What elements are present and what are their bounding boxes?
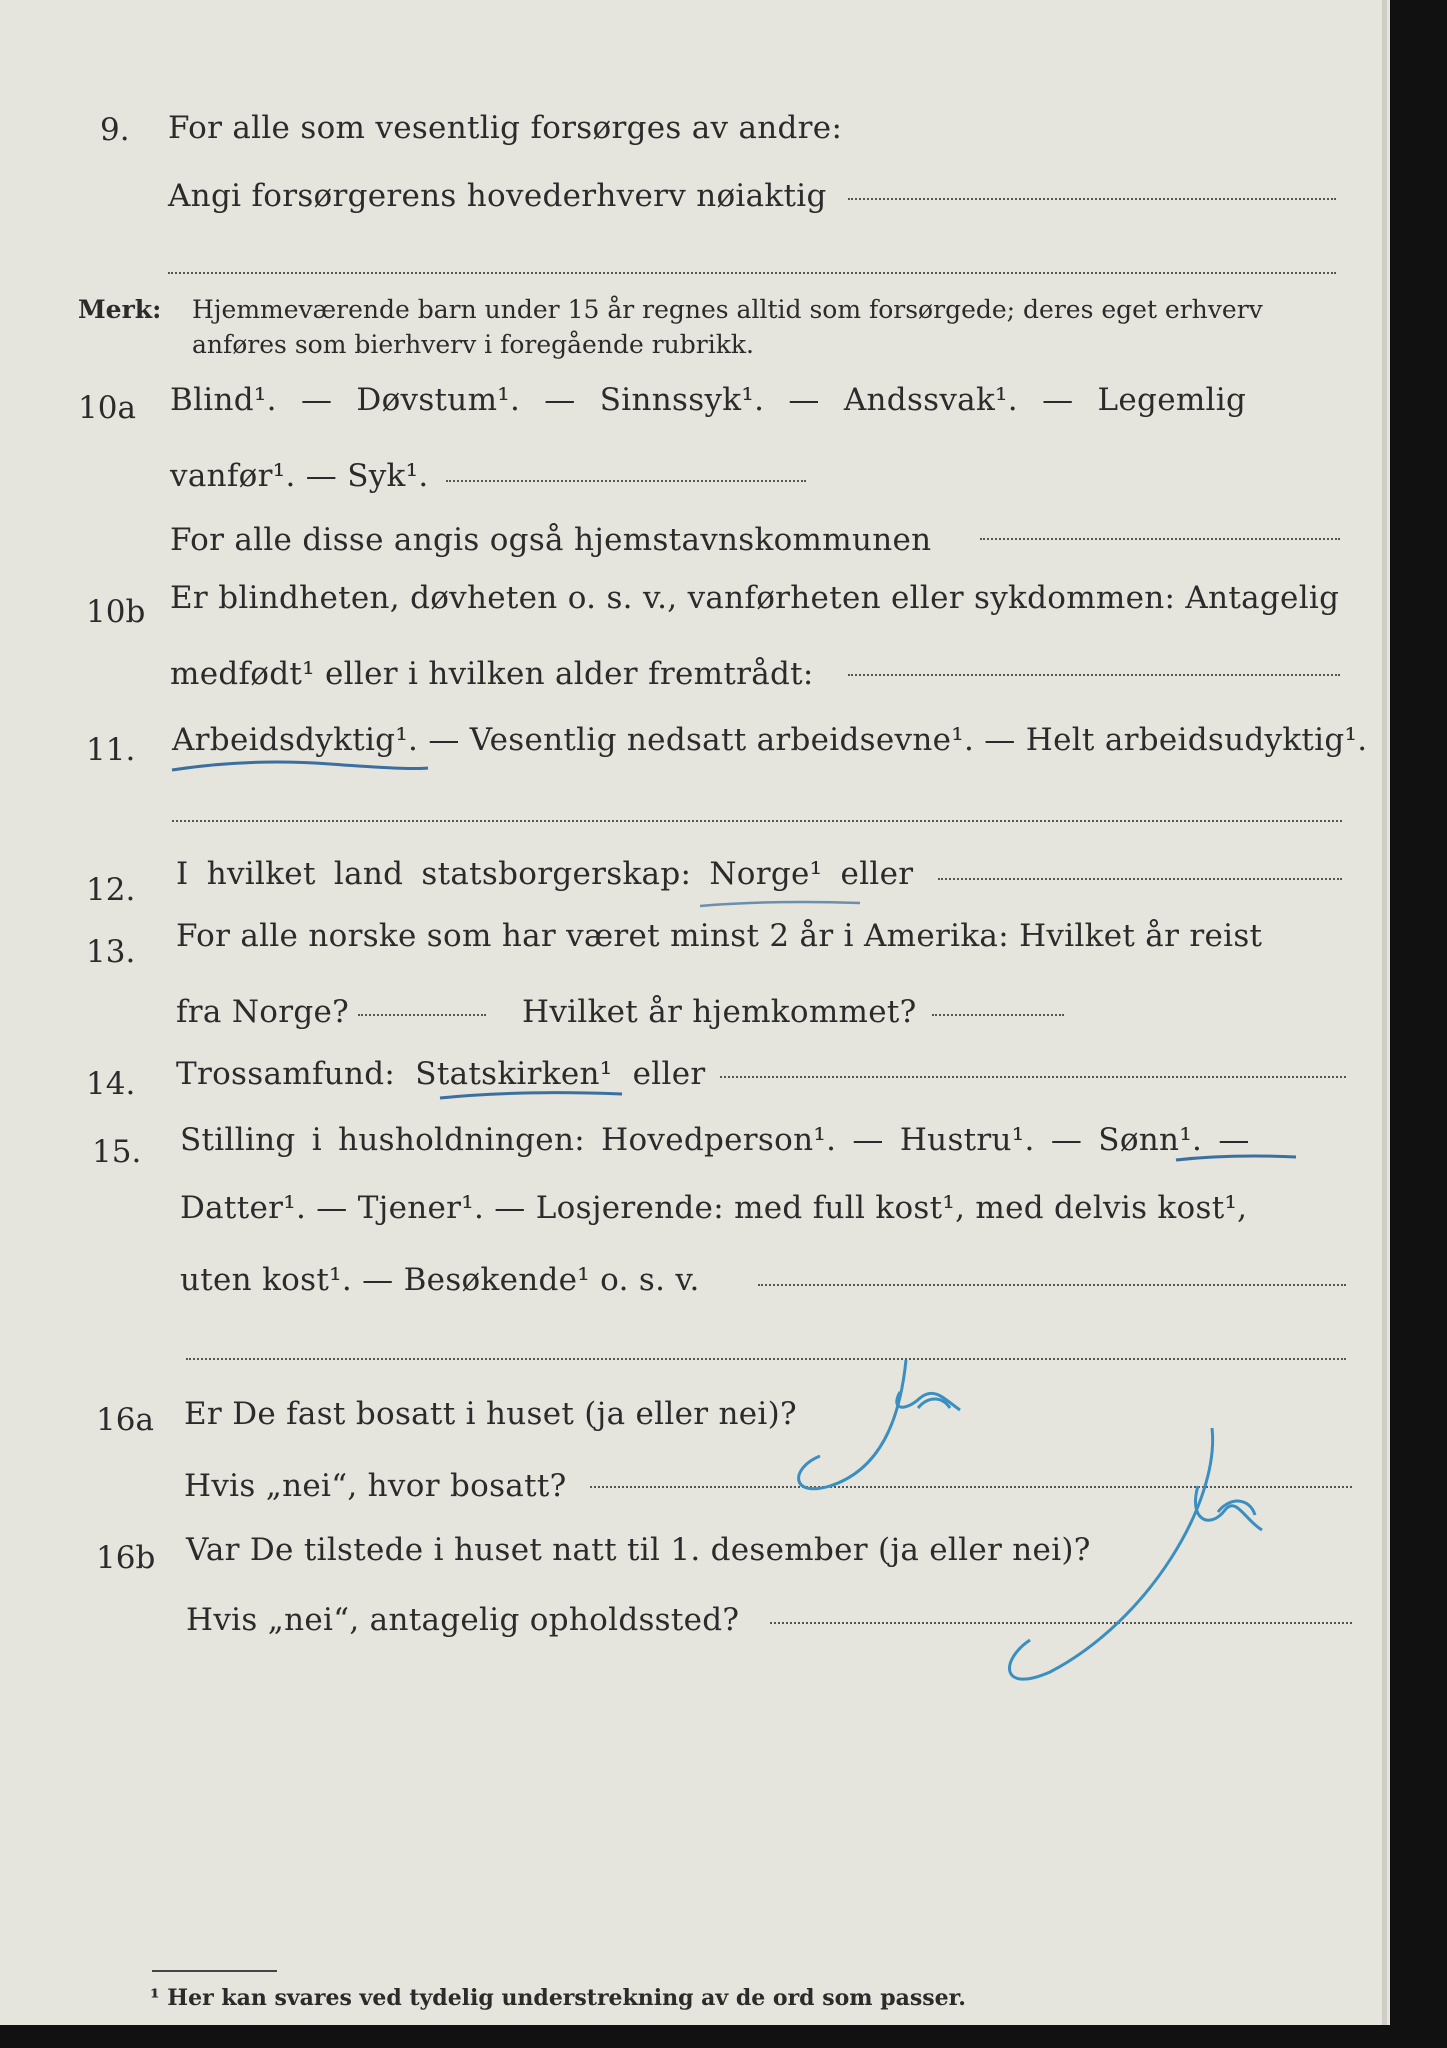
question-12-text: I hvilket land statsborgerskap: Norge¹ eller — [176, 856, 914, 892]
question-16b-subtext: Hvis „nei“, antagelig opholdssted? — [186, 1602, 740, 1638]
question-15-subtext: Datter¹. — Tjener¹. — Losjerende: med full kost¹, med delvis kost¹, — [180, 1190, 1248, 1226]
footnote: ¹ Her kan svares ved tydelig understrekning av de ord som passer. — [150, 1985, 966, 2011]
question-13-text: For alle norske som har været minst 2 år i Amerika: Hvilket år reist — [176, 918, 1263, 954]
scan-edge-right — [1390, 0, 1447, 2048]
question-13-departure-label: fra Norge? — [176, 994, 350, 1030]
question-10a-hometown-line[interactable] — [980, 538, 1340, 540]
question-15-subtext-2: uten kost¹. — Besøkende¹ o. s. v. — [180, 1262, 700, 1298]
page-border — [1382, 0, 1387, 2025]
question-16a-subtext: Hvis „nei“, hvor bosatt? — [184, 1468, 567, 1504]
question-15-answer-line[interactable] — [758, 1284, 1346, 1286]
question-15-text: Stilling i husholdningen: Hovedperson¹. — Hustru¹. — Sønn¹. — — [180, 1122, 1250, 1158]
question-10b-answer-line[interactable] — [848, 674, 1340, 676]
question-11-answer-line[interactable] — [172, 820, 1342, 822]
question-10a-hometown-text: For alle disse angis også hjemstavnskommunen — [170, 522, 932, 558]
note-text-line-2: anføres som bierhverv i foregående rubrikk. — [192, 330, 754, 359]
question-13-return-line[interactable] — [932, 1014, 1064, 1016]
question-14-answer-line[interactable] — [720, 1076, 1346, 1078]
scan-edge-bottom — [0, 2025, 1447, 2048]
question-9-number: 9. — [100, 112, 130, 148]
question-15-answer-line-2[interactable] — [186, 1358, 1346, 1360]
note-text-line-1: Hjemmeværende barn under 15 år regnes alltid som forsørgede; deres eget erhverv — [192, 295, 1263, 324]
footnote-rule — [152, 1970, 277, 1972]
question-10b-text: Er blindheten, døvheten o. s. v., vanførheten eller sykdommen: Antagelig — [170, 580, 1340, 616]
question-16a-number: 16a — [96, 1402, 154, 1438]
question-15-number: 15. — [92, 1134, 142, 1170]
question-9-answer-line[interactable] — [848, 198, 1336, 200]
question-9-text: For alle som vesentlig forsørges av andre: — [168, 110, 843, 146]
question-13-departure-line[interactable] — [358, 1014, 486, 1016]
question-9-subtext: Angi forsørgerens hovederhverv nøiaktig — [168, 178, 827, 214]
note-label: Merk: — [78, 295, 162, 324]
question-14-text: Trossamfund: Statskirken¹ eller — [176, 1056, 706, 1092]
question-10b-number: 10b — [86, 594, 146, 630]
question-11-text: Arbeidsdyktig¹. — Vesentlig nedsatt arbeidsevne¹. — Helt arbeidsudyktig¹. — [172, 722, 1368, 758]
question-16b-text: Var De tilstede i huset natt til 1. desember (ja eller nei)? — [186, 1532, 1091, 1568]
question-12-answer-line[interactable] — [938, 878, 1342, 880]
question-10a-subtext: vanfør¹. — Syk¹. — [170, 458, 429, 494]
question-16b-answer-line[interactable] — [770, 1622, 1352, 1624]
question-16b-number: 16b — [96, 1540, 156, 1576]
question-10a-answer-line[interactable] — [446, 480, 806, 482]
question-16a-answer-line[interactable] — [590, 1486, 1352, 1488]
question-9-answer-line-2[interactable] — [168, 272, 1336, 274]
question-13-return-label: Hvilket år hjemkommet? — [522, 994, 917, 1030]
question-12-number: 12. — [86, 872, 136, 908]
question-14-number: 14. — [86, 1066, 136, 1102]
question-16a-text: Er De fast bosatt i huset (ja eller nei)? — [184, 1396, 797, 1432]
question-10b-subtext: medfødt¹ eller i hvilken alder fremtrådt: — [170, 656, 814, 692]
question-10a-number: 10a — [78, 390, 136, 426]
question-11-number: 11. — [86, 732, 136, 768]
question-13-number: 13. — [86, 934, 136, 970]
question-10a-text: Blind¹. — Døvstum¹. — Sinnssyk¹. — Andssvak¹. — Legemlig — [170, 382, 1247, 418]
